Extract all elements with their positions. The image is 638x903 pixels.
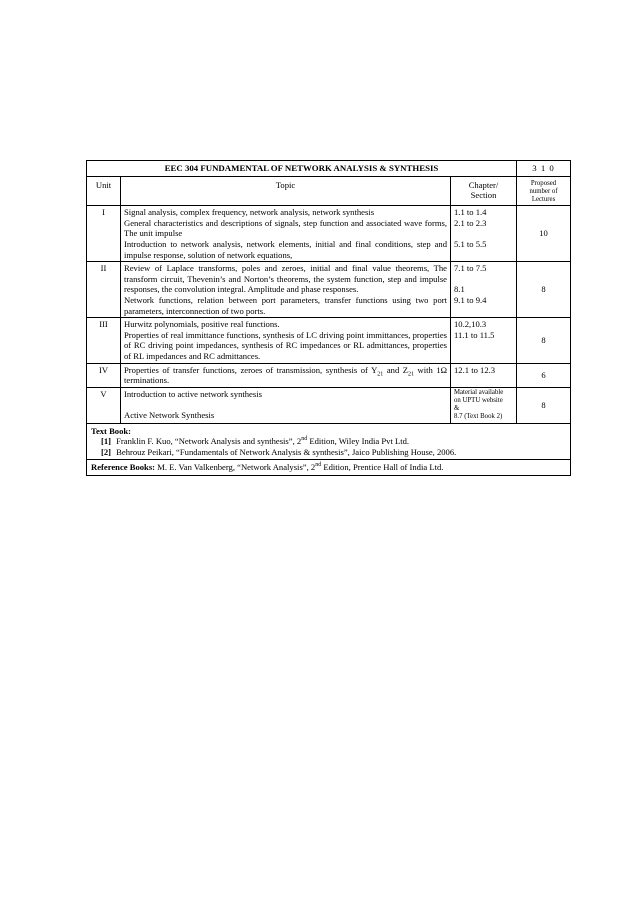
subscript: 21 bbox=[377, 371, 384, 378]
text-book-text: Franklin F. Kuo, “Network Analysis and synthesis”, 2 bbox=[116, 436, 302, 447]
table-row bbox=[87, 387, 571, 423]
unit-number: II bbox=[87, 262, 121, 318]
header-chapter-line1: Chapter/ bbox=[468, 179, 499, 190]
syllabus-document bbox=[86, 160, 570, 476]
topic-text: and Z bbox=[386, 364, 409, 375]
header-topic: Topic bbox=[121, 176, 451, 206]
unit-topic bbox=[121, 318, 451, 363]
text-book-number: [1] bbox=[101, 436, 112, 447]
topic-paragraph: Network functions, relation between port parameters, transfer functions using two port parameters, interconnection of two ports. bbox=[124, 294, 447, 316]
table-row bbox=[87, 206, 571, 262]
chapter-ref: 5.1 to 5.5 bbox=[454, 238, 487, 249]
topic-paragraph: Signal analysis, complex frequency, network analysis, network synthesis bbox=[124, 207, 375, 218]
unit-topic bbox=[121, 262, 451, 318]
course-credits: 3 1 0 bbox=[517, 161, 571, 177]
superscript: nd bbox=[315, 462, 322, 469]
chapter-ref: on UPTU website bbox=[454, 396, 503, 404]
header-lectures-line2: number of bbox=[529, 187, 558, 195]
table-row bbox=[87, 262, 571, 318]
topic-text: Properties of transfer functions, zeroes of transmission, synthesis of Y bbox=[124, 364, 378, 375]
chapter-ref: 11.1 to 11.5 bbox=[454, 329, 495, 340]
unit-lectures: 8 bbox=[517, 262, 571, 318]
header-unit: Unit bbox=[87, 176, 121, 206]
unit-chapter bbox=[451, 262, 517, 318]
title-row bbox=[87, 161, 571, 177]
reference-book-text: Edition, Prentice Hall of India Ltd. bbox=[321, 462, 444, 473]
chapter-ref: Material available bbox=[454, 388, 504, 396]
topic-text: with 1Ω terminations. bbox=[124, 364, 448, 386]
reference-book-label: Reference Books: bbox=[91, 462, 156, 473]
unit-topic bbox=[121, 363, 451, 387]
chapter-ref: 7.1 to 7.5 bbox=[454, 263, 487, 274]
topic-paragraph: Introduction to active network synthesis bbox=[124, 388, 262, 399]
header-lectures-line3: Lectures bbox=[531, 196, 556, 203]
unit-number: I bbox=[87, 206, 121, 262]
topic-paragraph: Properties of real immittance functions, synthesis of LC driving point immittances, properties of RC driving point impedances, synthesis of RC impedances or RL admittances, properties of RL impedances and RC admittances. bbox=[124, 329, 447, 361]
header-lectures bbox=[517, 176, 571, 206]
text-book-cell bbox=[87, 423, 571, 460]
unit-chapter bbox=[451, 206, 517, 262]
chapter-ref: 2.1 to 2.3 bbox=[454, 217, 487, 228]
unit-number: V bbox=[87, 387, 121, 423]
table-row bbox=[87, 318, 571, 363]
unit-chapter bbox=[451, 387, 517, 423]
chapter-ref: 10.2,10.3 bbox=[454, 319, 487, 330]
header-chapter-line2: Section bbox=[470, 190, 497, 201]
unit-topic bbox=[121, 387, 451, 423]
topic-paragraph: Hurwitz polynomials, positive real functions. bbox=[124, 319, 280, 330]
reference-book-cell bbox=[87, 460, 571, 476]
course-title: EEC 304 FUNDAMENTAL OF NETWORK ANALYSIS & SYNTHESIS bbox=[87, 161, 517, 177]
chapter-ref: 9.1 to 9.4 bbox=[454, 294, 487, 305]
topic-paragraph: Review of Laplace transforms, poles and zeroes, initial and final value theorems, The transform circuit, Thevenin’s and Norton’s theorems, the system function, step and impulse responses, the convolution integral. Amplitude and phase responses. bbox=[124, 263, 447, 295]
text-book-row bbox=[87, 423, 571, 460]
unit-lectures: 6 bbox=[517, 363, 571, 387]
header-chapter bbox=[451, 176, 517, 206]
chapter-ref: 12.1 to 12.3 bbox=[454, 364, 496, 375]
chapter-ref: 8.1 bbox=[454, 284, 465, 295]
unit-lectures: 8 bbox=[517, 318, 571, 363]
superscript: nd bbox=[301, 436, 308, 443]
text-book-label: Text Book: bbox=[91, 425, 132, 436]
header-row bbox=[87, 176, 571, 206]
text-book-text: Behrouz Peikari, “Fundamentals of Network Analysis & synthesis”, Jaico Publishing House, 2006. bbox=[116, 446, 457, 457]
unit-lectures: 10 bbox=[517, 206, 571, 262]
table-row bbox=[87, 363, 571, 387]
text-book-item bbox=[91, 436, 566, 447]
chapter-ref: 8.7 (Text Book 2) bbox=[454, 413, 503, 421]
topic-paragraph: Active Network Synthesis bbox=[124, 409, 215, 420]
chapter-ref: & bbox=[454, 405, 460, 413]
reference-book-row bbox=[87, 460, 571, 476]
unit-topic bbox=[121, 206, 451, 262]
syllabus-table bbox=[86, 160, 571, 476]
unit-number: IV bbox=[87, 363, 121, 387]
unit-chapter bbox=[451, 363, 517, 387]
text-book-text: Edition, Wiley India Pvt Ltd. bbox=[307, 436, 410, 447]
text-book-item bbox=[91, 447, 566, 458]
subscript: 21 bbox=[408, 371, 415, 378]
reference-book-text: M. E. Van Valkenberg, “Network Analysis”, 2 bbox=[155, 462, 316, 473]
unit-lectures: 8 bbox=[517, 387, 571, 423]
topic-paragraph: General characteristics and descriptions of signals, step function and associated wave forms, The unit impulse bbox=[124, 217, 447, 239]
topic-paragraph: Introduction to network analysis, network elements, initial and final conditions, step and impulse response, solution of network equations, bbox=[124, 238, 447, 260]
unit-chapter bbox=[451, 318, 517, 363]
unit-number: III bbox=[87, 318, 121, 363]
header-lectures-line1: Proposed bbox=[530, 179, 557, 187]
chapter-ref: 1.1 to 1.4 bbox=[454, 207, 487, 218]
text-book-number: [2] bbox=[101, 446, 112, 457]
